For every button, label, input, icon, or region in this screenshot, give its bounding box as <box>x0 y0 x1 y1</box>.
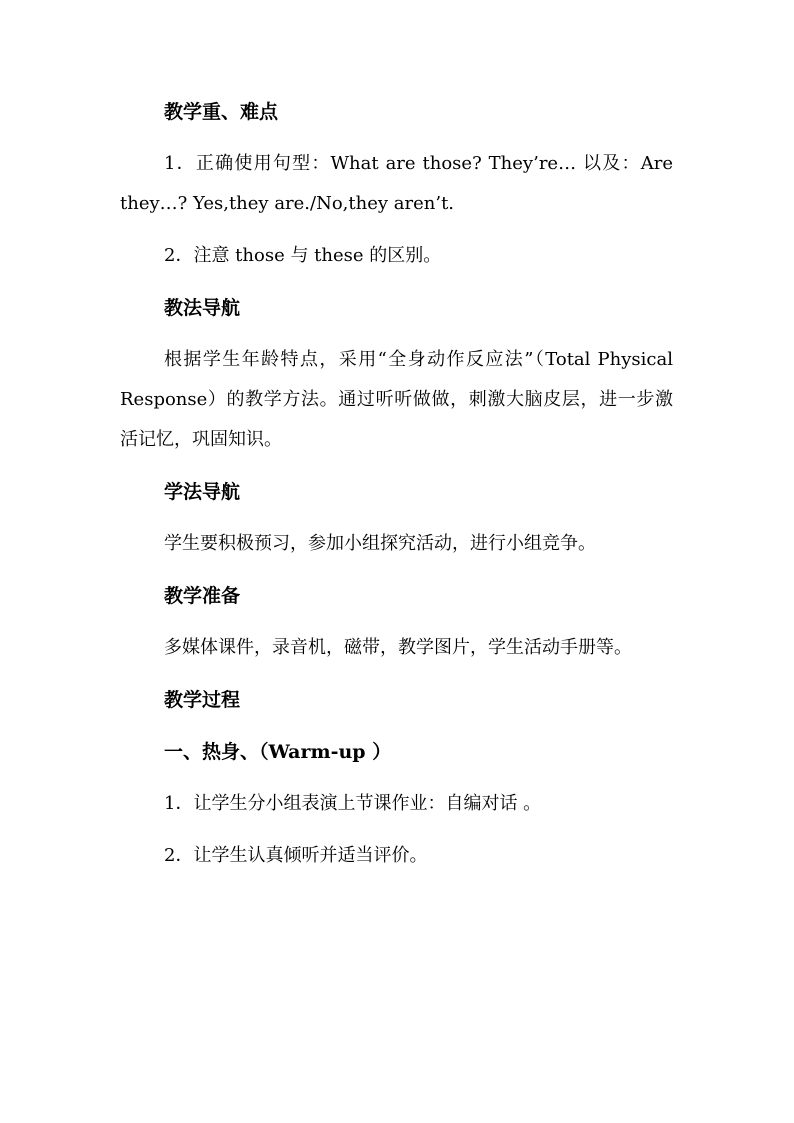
document-body <box>120 92 673 888</box>
process-item-2: 2．让学生认真倾听并适当评价。 <box>164 845 428 866</box>
key-point-1: 1．正确使用句型：What are those? They’re… 以及：Are they…? Yes,they are./No,they aren’t. <box>120 153 673 214</box>
heading-warmup: 一、热身、（Warm-up ） <box>164 741 392 763</box>
heading-key-points: 教学重、难点 <box>164 101 279 123</box>
learning-method-text: 学生要积极预习，参加小组探究活动，进行小组竞争。 <box>164 533 596 554</box>
preparation-text: 多媒体课件，录音机，磁带，教学图片，学生活动手册等。 <box>164 637 632 658</box>
heading-process: 教学过程 <box>164 689 241 711</box>
heading-teaching-method: 教法导航 <box>164 297 241 319</box>
teaching-method-text: 根据学生年龄特点，采用“全身动作反应法”（Total Physical Response）的教学方法。通过听听做做，刺激大脑皮层，进一步激活记忆，巩固知识。 <box>120 349 673 450</box>
key-point-2: 2．注意 those 与 these 的区别。 <box>164 245 442 266</box>
heading-learning-method: 学法导航 <box>164 481 241 503</box>
process-item-1: 1．让学生分小组表演上节课作业：自编对话 。 <box>164 793 542 814</box>
heading-preparation: 教学准备 <box>164 585 241 607</box>
